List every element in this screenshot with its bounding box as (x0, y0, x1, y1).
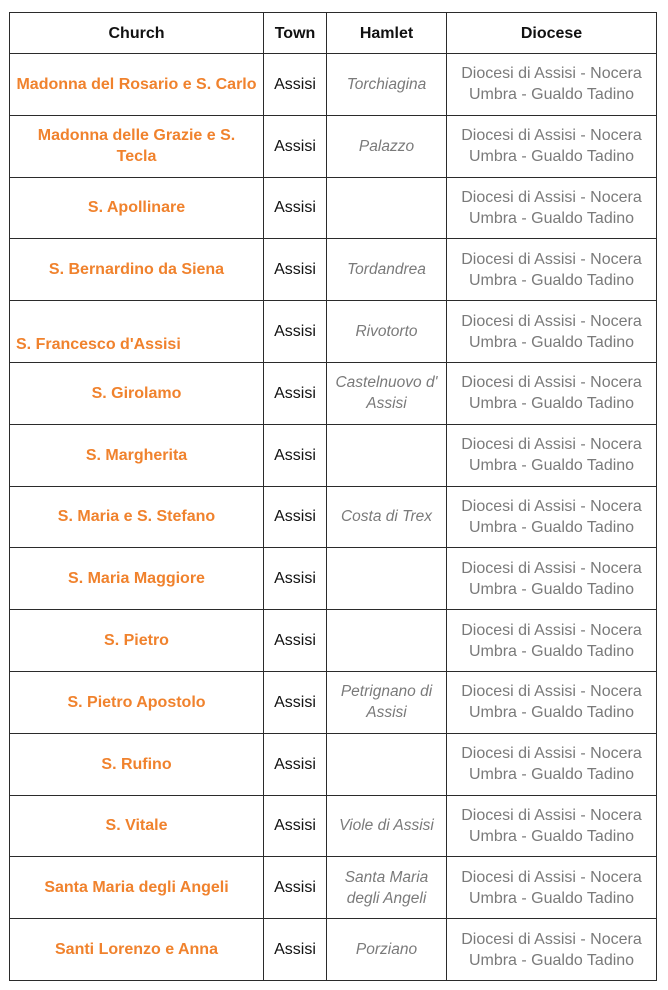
church-name-link[interactable]: Madonna delle Grazie e S. Tecla (10, 115, 264, 177)
header-town: Town (264, 13, 327, 54)
churches-table (9, 12, 657, 981)
table-row (10, 54, 657, 116)
diocese-cell: Diocesi di Assisi - Nocera Umbra - Gualdo Tadino (447, 424, 657, 486)
diocese-cell: Diocesi di Assisi - Nocera Umbra - Gualdo Tadino (447, 177, 657, 239)
hamlet-cell: Petrignano di Assisi (327, 671, 447, 733)
church-name-link[interactable]: S. Girolamo (10, 362, 264, 424)
header-diocese: Diocese (447, 13, 657, 54)
town-cell: Assisi (264, 733, 327, 795)
hamlet-cell: Castelnuovo d' Assisi (327, 362, 447, 424)
diocese-cell: Diocesi di Assisi - Nocera Umbra - Gualdo Tadino (447, 239, 657, 301)
town-cell: Assisi (264, 115, 327, 177)
church-name-link[interactable]: S. Bernardino da Siena (10, 239, 264, 301)
hamlet-cell (327, 177, 447, 239)
hamlet-cell: Viole di Assisi (327, 795, 447, 857)
header-church: Church (10, 13, 264, 54)
town-cell: Assisi (264, 362, 327, 424)
table-row (10, 177, 657, 239)
table-row (10, 301, 657, 363)
church-name-link[interactable]: S. Margherita (10, 424, 264, 486)
diocese-cell: Diocesi di Assisi - Nocera Umbra - Gualdo Tadino (447, 362, 657, 424)
hamlet-cell: Torchiagina (327, 54, 447, 116)
church-name-link[interactable]: S. Francesco d'Assisi (10, 301, 264, 363)
churches-table-container (9, 12, 657, 981)
town-cell: Assisi (264, 424, 327, 486)
table-row (10, 610, 657, 672)
hamlet-cell: Tordandrea (327, 239, 447, 301)
diocese-cell: Diocesi di Assisi - Nocera Umbra - Gualdo Tadino (447, 733, 657, 795)
church-name-link[interactable]: S. Pietro (10, 610, 264, 672)
hamlet-cell (327, 424, 447, 486)
diocese-cell: Diocesi di Assisi - Nocera Umbra - Gualdo Tadino (447, 301, 657, 363)
diocese-cell: Diocesi di Assisi - Nocera Umbra - Gualdo Tadino (447, 610, 657, 672)
hamlet-cell: Costa di Trex (327, 486, 447, 548)
town-cell: Assisi (264, 610, 327, 672)
table-row (10, 795, 657, 857)
town-cell: Assisi (264, 919, 327, 981)
table-row (10, 857, 657, 919)
diocese-cell: Diocesi di Assisi - Nocera Umbra - Gualdo Tadino (447, 486, 657, 548)
church-name-link[interactable]: S. Apollinare (10, 177, 264, 239)
town-cell: Assisi (264, 54, 327, 116)
diocese-cell: Diocesi di Assisi - Nocera Umbra - Gualdo Tadino (447, 115, 657, 177)
table-row (10, 671, 657, 733)
hamlet-cell: Santa Maria degli Angeli (327, 857, 447, 919)
hamlet-cell (327, 610, 447, 672)
table-row (10, 239, 657, 301)
table-row (10, 424, 657, 486)
church-name-link[interactable]: S. Rufino (10, 733, 264, 795)
diocese-cell: Diocesi di Assisi - Nocera Umbra - Gualdo Tadino (447, 919, 657, 981)
town-cell: Assisi (264, 486, 327, 548)
table-row (10, 486, 657, 548)
table-header-row (10, 13, 657, 54)
town-cell: Assisi (264, 548, 327, 610)
town-cell: Assisi (264, 239, 327, 301)
hamlet-cell (327, 733, 447, 795)
hamlet-cell: Palazzo (327, 115, 447, 177)
church-name-link[interactable]: Santi Lorenzo e Anna (10, 919, 264, 981)
table-row (10, 733, 657, 795)
church-name-link[interactable]: S. Maria e S. Stefano (10, 486, 264, 548)
church-name-link[interactable]: Santa Maria degli Angeli (10, 857, 264, 919)
hamlet-cell: Rivotorto (327, 301, 447, 363)
diocese-cell: Diocesi di Assisi - Nocera Umbra - Gualdo Tadino (447, 795, 657, 857)
diocese-cell: Diocesi di Assisi - Nocera Umbra - Gualdo Tadino (447, 671, 657, 733)
table-row (10, 919, 657, 981)
town-cell: Assisi (264, 795, 327, 857)
church-name-link[interactable]: S. Maria Maggiore (10, 548, 264, 610)
town-cell: Assisi (264, 857, 327, 919)
town-cell: Assisi (264, 301, 327, 363)
hamlet-cell (327, 548, 447, 610)
church-name-link[interactable]: Madonna del Rosario e S. Carlo (10, 54, 264, 116)
town-cell: Assisi (264, 671, 327, 733)
church-name-link[interactable]: S. Pietro Apostolo (10, 671, 264, 733)
header-hamlet: Hamlet (327, 13, 447, 54)
diocese-cell: Diocesi di Assisi - Nocera Umbra - Gualdo Tadino (447, 548, 657, 610)
diocese-cell: Diocesi di Assisi - Nocera Umbra - Gualdo Tadino (447, 54, 657, 116)
table-row (10, 362, 657, 424)
table-row (10, 115, 657, 177)
table-row (10, 548, 657, 610)
diocese-cell: Diocesi di Assisi - Nocera Umbra - Gualdo Tadino (447, 857, 657, 919)
hamlet-cell: Porziano (327, 919, 447, 981)
church-name-link[interactable]: S. Vitale (10, 795, 264, 857)
town-cell: Assisi (264, 177, 327, 239)
